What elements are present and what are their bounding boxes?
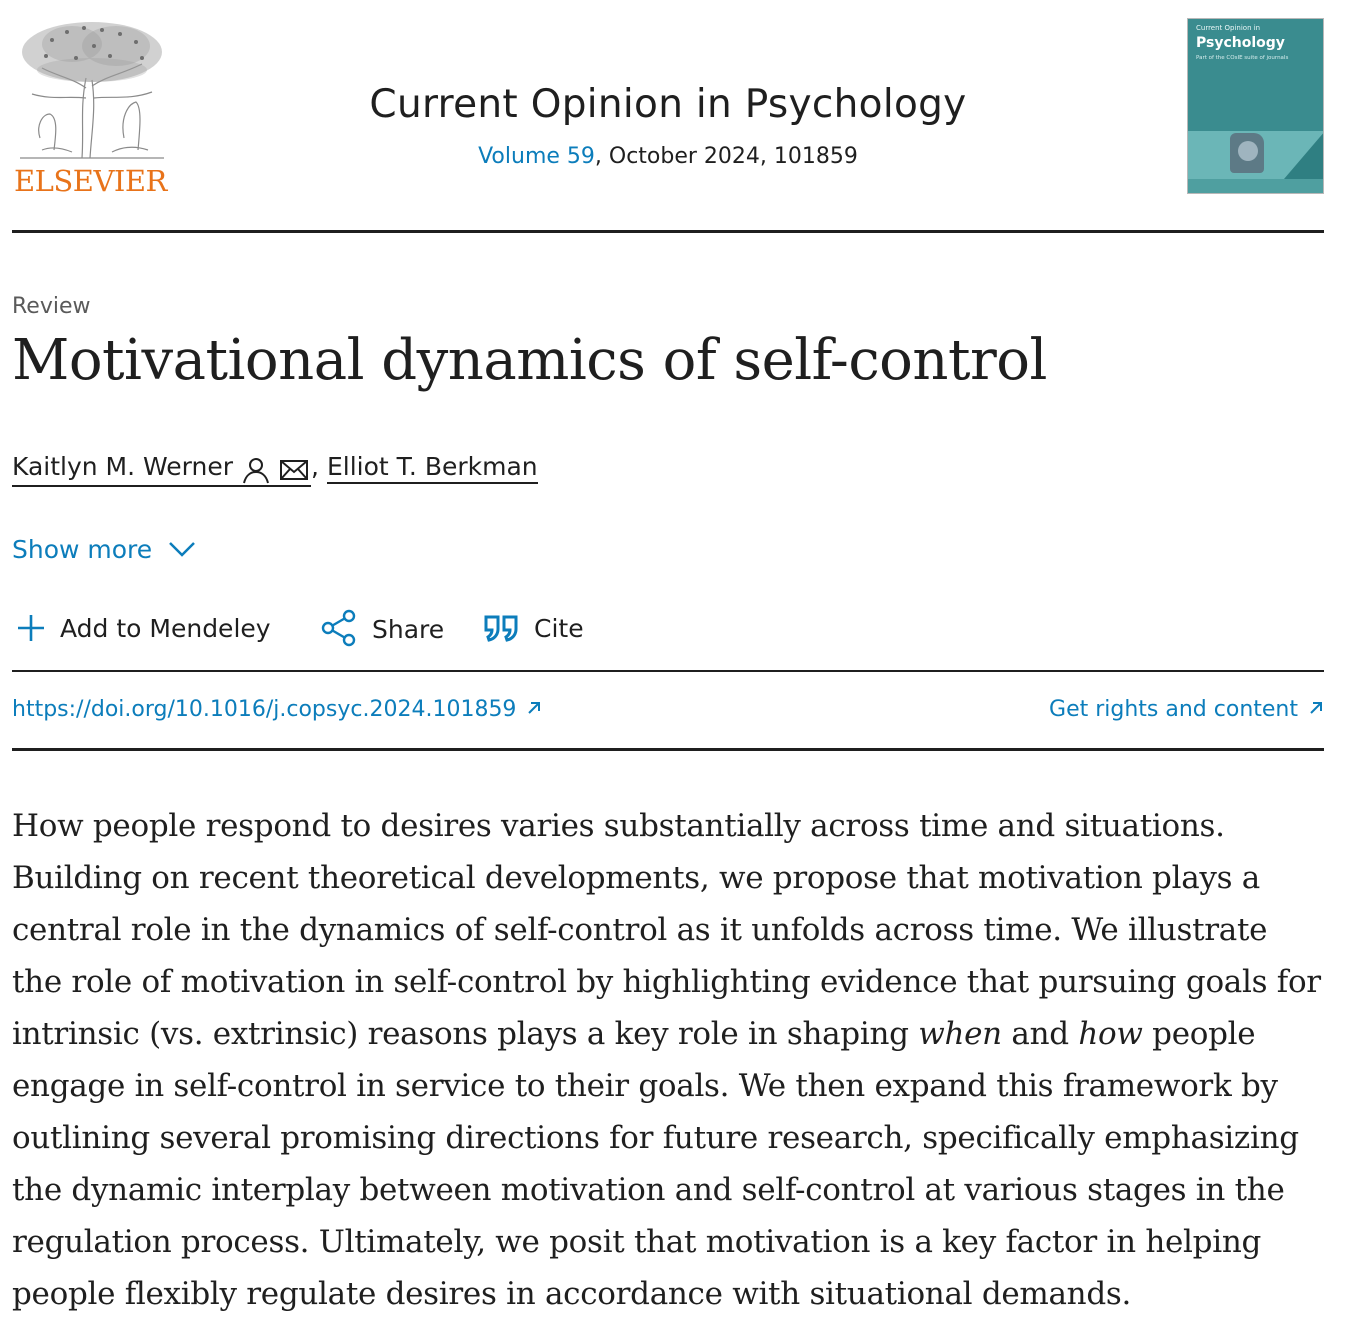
author-list — [12, 452, 538, 487]
author-name: Elliot T. Berkman — [326, 452, 538, 481]
cite-label: Cite — [534, 614, 584, 643]
abstract-text — [12, 800, 1324, 1320]
journal-header — [12, 0, 1324, 233]
journal-issue-info — [12, 144, 1324, 169]
article-links-bar — [12, 674, 1324, 751]
article-type: Review — [12, 294, 91, 319]
abstract-emphasis-when: when — [918, 1016, 1002, 1052]
abstract-emphasis-how: how — [1078, 1016, 1143, 1052]
doi-text: https://doi.org/10.1016/j.copsyc.2024.101859 — [12, 697, 517, 722]
chevron-down-icon — [168, 540, 196, 558]
article-toolbar — [12, 608, 1324, 672]
journal-cover-image[interactable] — [1187, 18, 1324, 194]
abstract-part-3: people engage in self-control in service to their goals. We then expand this framework by outlining several promising directions for future research, specifically emphasizing the dynamic interplay between motivation and self-control at various stages in the regulation process. Ultimately, we posit that motivation is a key factor in helping people flexibly regulate desires in accordance with situational demands. — [12, 1016, 1299, 1312]
author-link-werner[interactable] — [12, 452, 311, 487]
get-rights-link[interactable] — [1049, 697, 1324, 722]
cover-artwork-detail — [1238, 141, 1258, 161]
external-arrow-icon — [526, 700, 542, 716]
publisher-wordmark: ELSEVIER — [14, 164, 167, 198]
share-icon — [320, 609, 358, 647]
show-more-label: Show more — [12, 535, 153, 564]
cover-kicker: Current Opinion in — [1196, 24, 1261, 32]
volume-link[interactable]: Volume 59 — [478, 144, 595, 169]
cover-title: Psychology — [1196, 35, 1285, 51]
add-to-mendeley-button[interactable] — [16, 614, 271, 643]
show-more-button[interactable] — [12, 535, 196, 564]
cover-triangle — [1284, 131, 1324, 179]
share-button[interactable] — [320, 614, 444, 647]
journal-title[interactable]: Current Opinion in Psychology — [369, 82, 967, 127]
author-icons — [241, 454, 311, 484]
author-link-berkman[interactable] — [327, 452, 538, 484]
author-name: Kaitlyn M. Werner — [12, 452, 233, 481]
get-rights-text: Get rights and content — [1049, 697, 1298, 722]
external-arrow-icon — [1308, 700, 1324, 716]
envelope-icon — [279, 458, 311, 482]
issue-date-number: , October 2024, 101859 — [594, 144, 858, 169]
doi-link[interactable] — [12, 697, 542, 722]
plus-icon — [16, 613, 46, 643]
add-to-mendeley-label: Add to Mendeley — [60, 614, 271, 643]
abstract-part-1: How people respond to desires varies substantially across time and situations. Building on recent theoretical developments, we propose that motivation plays a central role in the dynamics of self-control as it unfolds across time. We illustrate the role of motivation in self-control by highlighting evidence that pursuing goals for intrinsic (vs. extrinsic) reasons plays a key role in shaping — [12, 808, 1321, 1052]
share-label: Share — [372, 614, 445, 644]
article-title: Motivational dynamics of self-control — [12, 328, 1047, 393]
cite-button[interactable] — [484, 614, 584, 643]
quote-icon — [484, 613, 520, 643]
abstract-part-2: and — [1001, 1016, 1079, 1052]
cover-subtitle: Part of the COsIE suite of journals — [1196, 55, 1289, 61]
author-separator: , — [311, 452, 319, 481]
person-icon — [241, 456, 271, 484]
